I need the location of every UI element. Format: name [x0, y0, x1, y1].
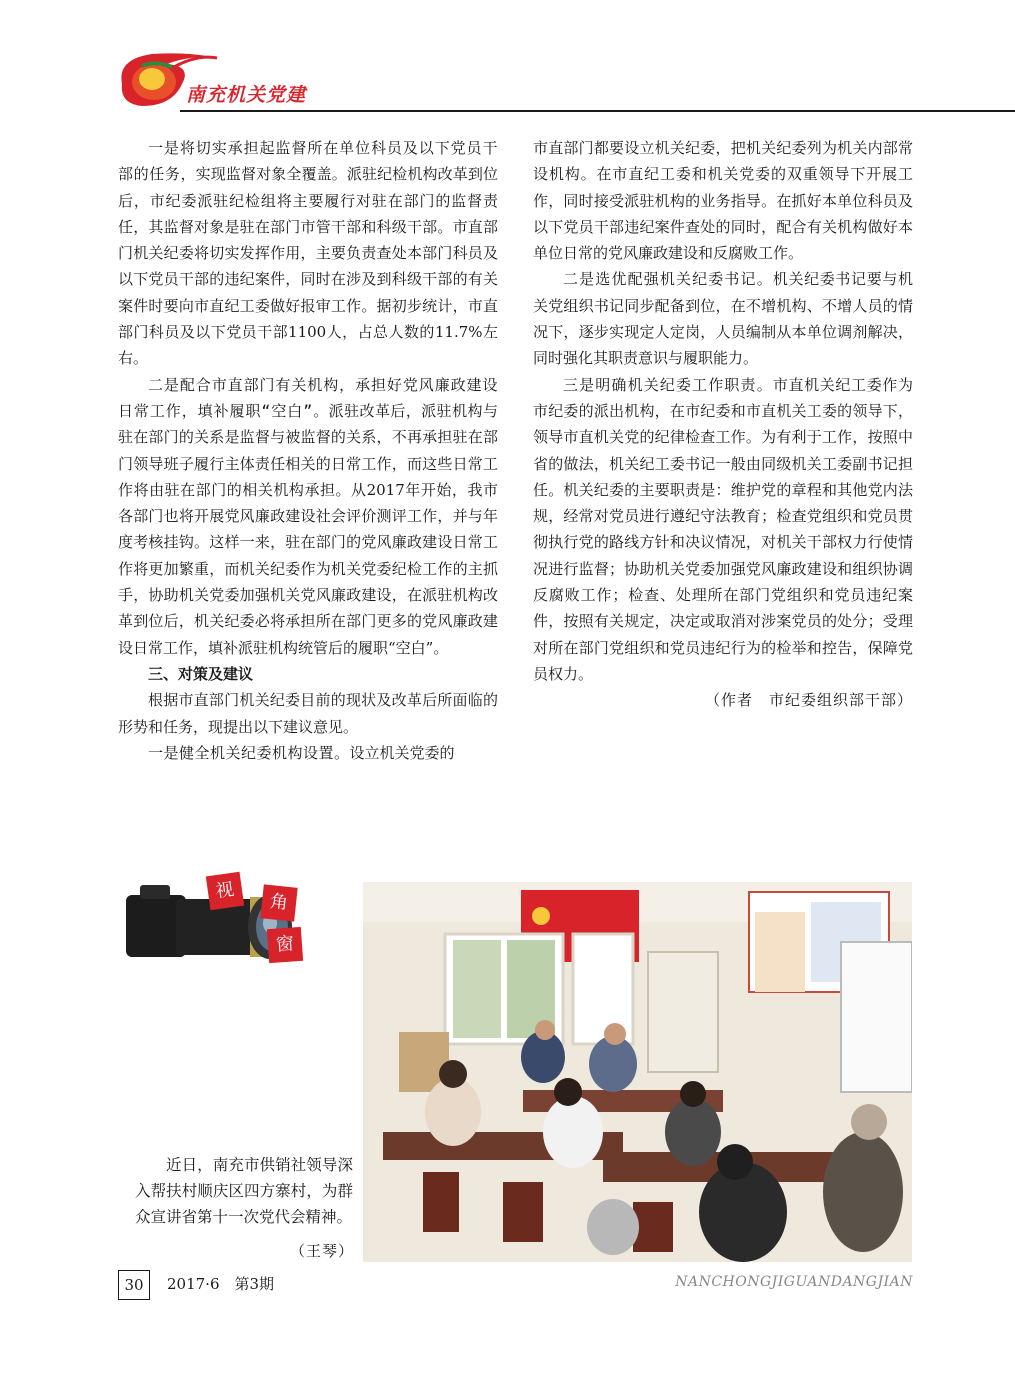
photo-credit: （王琴） [290, 1242, 355, 1260]
photo-caption: 近日，南充市供销社领导深入帮扶村顺庆区四方寨村，为群众宣讲省第十一次党代会精神。 [135, 1155, 353, 1226]
magazine-title: 南充机关党建 [186, 84, 307, 106]
author-credit: （作者 市纪委组织部干部） [704, 691, 913, 710]
issue-label: 2017·6 第3期 [167, 1275, 275, 1293]
tag-angle: 角 [260, 884, 297, 921]
section-heading: 三、对策及建议 [148, 664, 254, 683]
paragraph: 一是健全机关纪委机构设置。设立机关党委的 [148, 743, 455, 762]
page-number: 30 [118, 1270, 150, 1300]
paragraph: 三是明确机关纪委工作职责。市直机关纪工委作为市纪委的派出机构，在市纪委和市直机关工委的领导下，领导市直机关党的纪律检查工作。为有利于工作，按照中省的做法，机关纪工委书记一般由同级机关工委副书记担任。机关纪委的主要职责是：维护党的章程和其他党内法规，经常对党员进行遵纪守法教育；检查党组织和党员贯彻执行党的路线方针和决议情况，对机关干部权力行使情况进行监督；协助机关党委加强党风廉政建设和组织协调反腐败工作；检查、处理所在部门党组织和党员违纪案件，按照有关规定，决定或取消对涉案党员的处分；受理对所在部门党组织和党员违纪行为的检举和控告，保障党员权力。 [533, 375, 913, 683]
meeting-photo [363, 882, 912, 1262]
magazine-pinyin: NANCHONGJIGUANDANGJIAN [675, 1274, 913, 1290]
paragraph: 一是将切实承担起监督所在单位科员及以下党员干部的任务，实现监督对象全覆盖。派驻纪检机构改革到位后，市纪委派驻纪检组将主要履行对驻在部门的监督责任，其监督对象是驻在部门市管干部和科级干部。市直部门机关纪委将切实发挥作用，主要负责查处本部门科员及以下党员干部的违纪案件，同时在涉及到科级干部的有关案件时要向市直纪工委做好报审工作。据初步统计，市直部门科员及以下党员干部1100人，占总人数的11.7%左右。 [118, 139, 498, 368]
paragraph: 二是配合市直部门有关机构，承担好党风廉政建设日常工作，填补履职“空白”。派驻改革后，派驻机构与驻在部门的关系是监督与被监督的关系，不再承担驻在部门领导班子履行主体责任相关的日常工作，而这些日常工作将由驻在部门的相关机构承担。从2017年开始，我市各部门也将开展党风廉政建设社会评价测评工作，并与年度考核挂钩。这样一来，驻在部门的党风廉政建设日常工作将更加繁重，而机关纪委作为机关党委纪检工作的主抓手，协助机关党委加强机关党风廉政建设，在派驻机构改革到位后，机关纪委必将承担所在部门更多的党风廉政建设日常工作，填补派驻机构统管后的履职“空白”。 [118, 375, 498, 657]
paragraph: 根据市直部门机关纪委目前的现状及改革后所面临的形势和任务，现提出以下建议意见。 [118, 691, 498, 736]
left-column [118, 135, 498, 766]
paragraph: 二是选优配强机关纪委书记。机关纪委书记要与机关党组织书记同步配备到位，在不增机构、不增人员的情况下，逐步实现定人定岗，人员编制从本单位调剂解决，同时强化其职责意识与履职能力。 [533, 270, 913, 368]
paragraph: 市直部门都要设立机关纪委，把机关纪委列为机关内部常设机构。在市直纪工委和机关党委的双重领导下开展工作，同时接受派驻机构的业务指导。在抓好本单位科员及以下党员干部违纪案件查处的同时，配合有关机构做好本单位日常的党风廉政建设和反腐败工作。 [533, 139, 913, 263]
right-column [533, 135, 913, 714]
tag-window: 窗 [267, 927, 303, 963]
header-divider [180, 110, 1015, 112]
tag-view: 视 [206, 872, 244, 910]
